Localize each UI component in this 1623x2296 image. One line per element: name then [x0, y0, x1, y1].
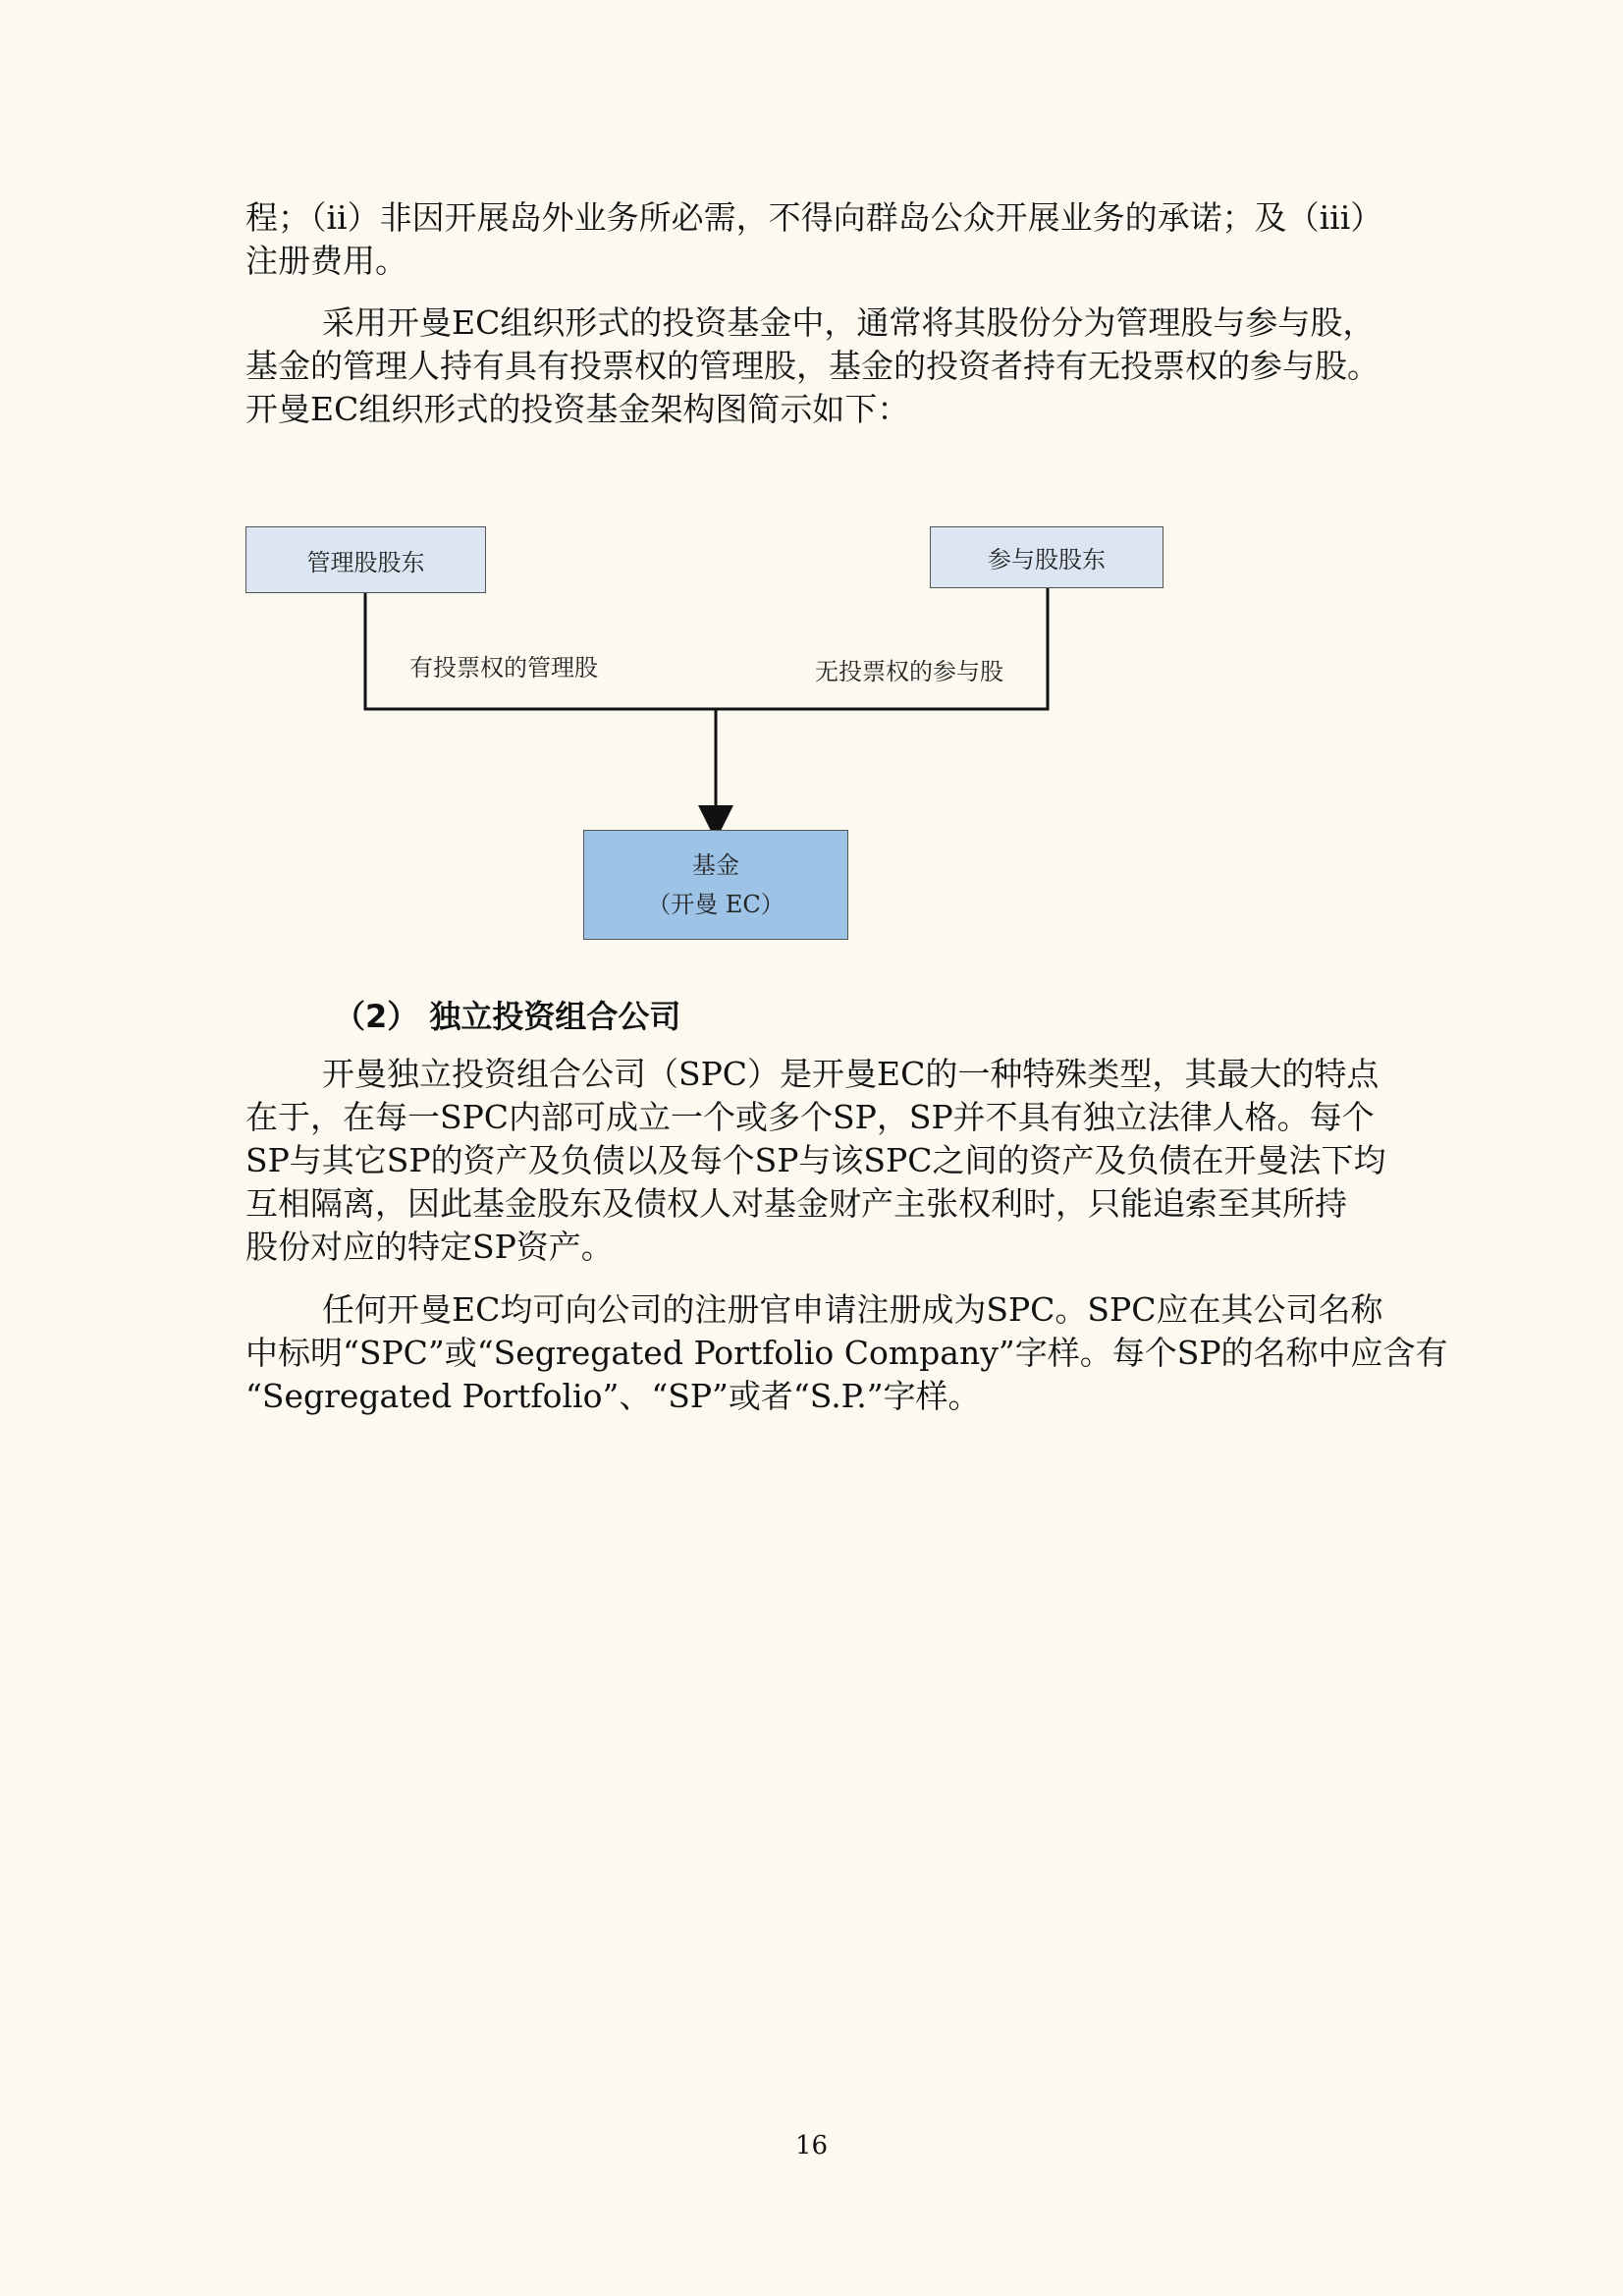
mgmt-share-edge-label: 有投票权的管理股 [409, 654, 598, 682]
page-number: 16 [794, 2131, 829, 2160]
paragraph-spc-registration [245, 1288, 1448, 1418]
text-line: 基金的管理人持有具有投票权的管理股，基金的投资者持有无投票权的参与股。 [245, 347, 1380, 385]
text-line: 中标明“SPC”或“Segregated Portfolio Company”字样。每个SP的名称中应含有 [245, 1334, 1448, 1372]
text-line: 注册费用。 [245, 242, 407, 280]
fund-box [583, 830, 848, 940]
text-line: 在于，在每一SPC内部可成立一个或多个SP，SP并不具有独立法律人格。每个 [245, 1098, 1375, 1136]
mgmt-shareholder-box [245, 526, 486, 593]
text-line: 程；（ii）非因开展岛外业务所必需，不得向群岛公众开展业务的承诺；及（iii） [245, 198, 1383, 237]
text-line: SP与其它SP的资产及负债以及每个SP与该SPC之间的资产及负债在开曼法下均 [245, 1141, 1386, 1179]
text-line: 采用开曼EC组织形式的投资基金中，通常将其股份分为管理股与参与股， [322, 303, 1376, 342]
text-line: “Segregated Portfolio”、“SP”或者“S.P.”字样。 [245, 1377, 981, 1415]
participating-shareholder-box [930, 526, 1163, 588]
text-line: 开曼EC组织形式的投资基金架构图简示如下： [245, 390, 910, 428]
text-line: 股份对应的特定SP资产。 [245, 1228, 614, 1266]
connector-part [716, 588, 1048, 709]
participating-shareholder-label: 参与股股东 [988, 546, 1106, 574]
mgmt-shareholder-label: 管理股股东 [306, 548, 425, 576]
participating-share-edge-label: 无投票权的参与股 [815, 658, 1003, 685]
fund-label: 基金 [692, 851, 739, 879]
paragraph-spc [245, 1053, 1386, 1269]
fund-type-label: （开曼 EC） [647, 891, 784, 918]
text-line: 互相隔离，因此基金股东及债权人对基金财产主张权利时，只能追索至其所持 [245, 1184, 1347, 1223]
text-line: 任何开曼EC均可向公司的注册官申请注册成为SPC。SPC应在其公司名称 [322, 1290, 1383, 1329]
text-line: 开曼独立投资组合公司（SPC）是开曼EC的一种特殊类型，其最大的特点 [322, 1055, 1380, 1093]
section-heading: （2） 独立投资组合公司 [334, 998, 681, 1035]
